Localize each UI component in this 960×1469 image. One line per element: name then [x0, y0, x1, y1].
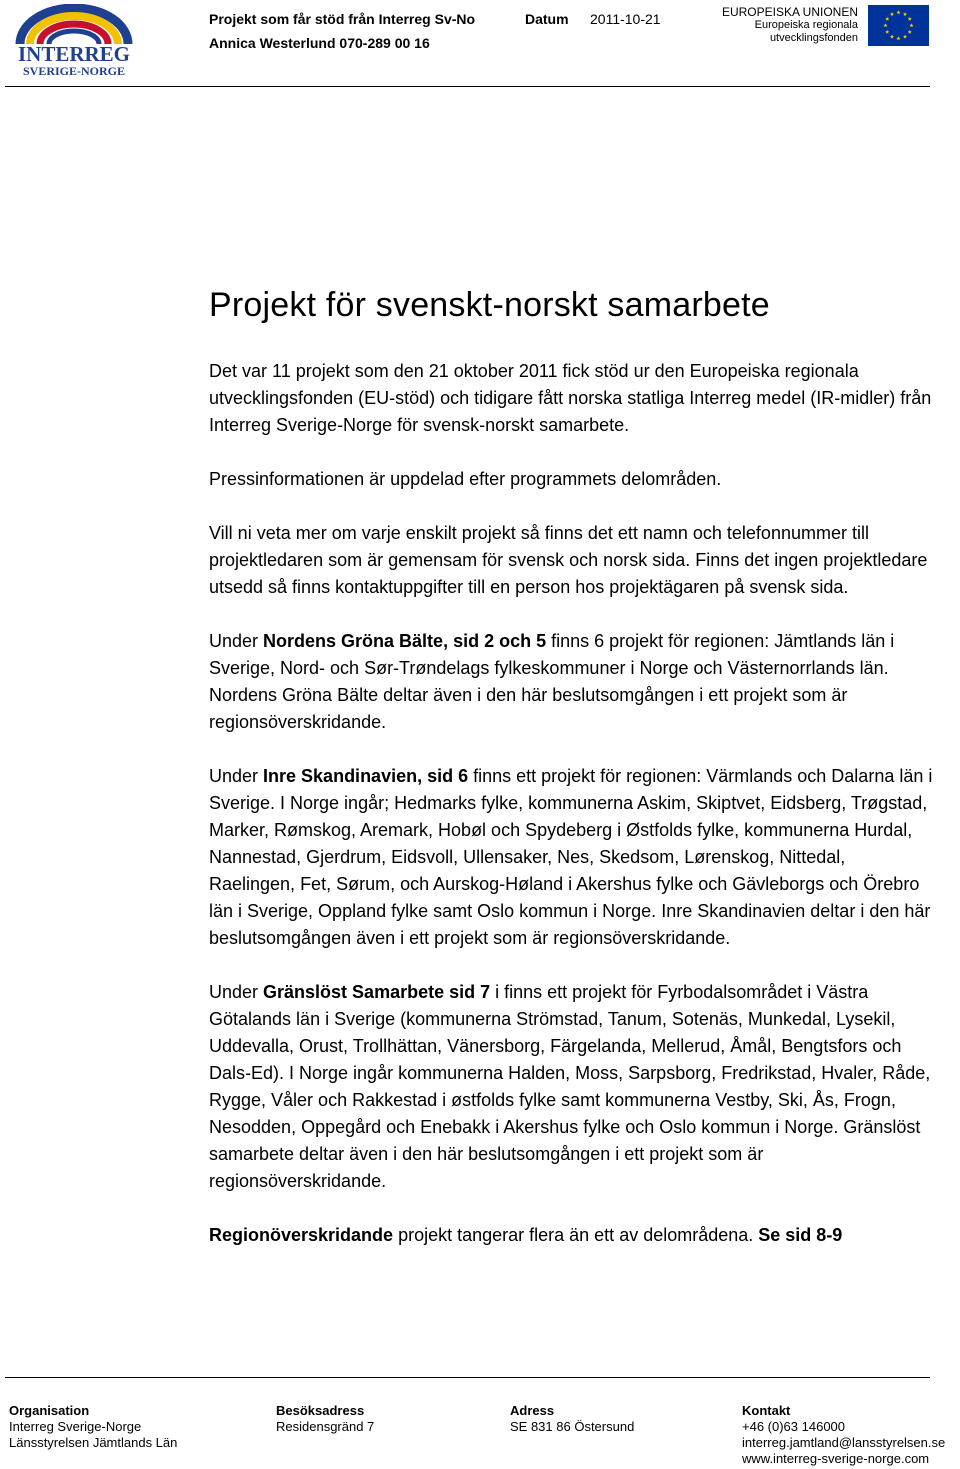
- eu-fund-text: [722, 6, 858, 45]
- footer-org-label: Organisation: [9, 1403, 90, 1418]
- footer-contact-phone: +46 (0)63 146000: [742, 1419, 846, 1434]
- eu-line-2: Europeiska regionala: [754, 19, 858, 31]
- p6-lead: Under: [209, 982, 264, 1002]
- header-divider: [5, 86, 930, 87]
- p7-mid: projekt tangerar flera än ett av delområdena.: [393, 1225, 759, 1245]
- p4-bold: Nordens Gröna Bälte, sid 2 och 5: [263, 631, 547, 651]
- logo-text-interreg: INTERREG: [17, 42, 131, 66]
- p7-bold: Regionöverskridande: [209, 1225, 394, 1245]
- p4-lead: Under: [209, 631, 264, 651]
- footer-divider: [5, 1377, 930, 1378]
- body-text: [209, 358, 934, 1276]
- footer-address-label: Adress: [510, 1403, 555, 1418]
- datum-label: Datum: [525, 11, 569, 27]
- page-title: Projekt för svenskt-norskt samarbete: [209, 286, 770, 324]
- footer-visit-label: Besöksadress: [276, 1403, 365, 1418]
- p5-lead: Under: [209, 766, 264, 786]
- p6-rest: i finns ett projekt för Fyrbodalsområdet i Västra Götalands län i Sverige (kommunerna Strömstad, Tanum, Sotenäs, Munkedal, Lysekil, Uddevalla, Orust, Trollhättan, Vänersborg, Färgelanda, Mellerud, Åmål, Bengtsfors och Dals-Ed). I Norge ingår kommunerna Halden, Moss, Sarpsborg, Fredrikstad, Hvaler, Råde, Rygge, Våler och Rakkestad i østfolds fylke samt kommunerna Vestby, Ski, Ås, Frogn, Nesodden, Oppegård och Enebakk i Akershus fylke och Oslo kommun i Norge. Gränslöst samarbete deltar även i den här beslutsomgången i ett projekt som är regionsöverskridande.: [209, 982, 931, 1191]
- paragraph-intro: Det var 11 projekt som den 21 oktober 2011 fick stöd ur den Europeiska regionala utvecklingsfonden (EU-stöd) och tidigare fått norska statliga Interreg medel (IR-midler) från Interreg Sverige-Norge för svensk-norskt samarbete.: [209, 361, 932, 435]
- footer-visit-address: [276, 1403, 374, 1435]
- p6-bold: Gränslöst Samarbete sid 7: [263, 982, 491, 1002]
- paragraph-contacts: Vill ni veta mer om varje enskilt projekt så finns det ett namn och telefonnummer till projektledaren som är gemensam för svensk och norsk sida. Finns det ingen projektledare utsedd så finns kontaktuppgifter till en person hos projektägaren på svensk sida.: [209, 523, 928, 597]
- footer-org-line-1: Interreg Sverige-Norge: [9, 1419, 142, 1434]
- footer-contact-web[interactable]: www.interreg-sverige-norge.com: [742, 1451, 930, 1466]
- paragraph-structure: Pressinformationen är uppdelad efter programmets delområden.: [209, 469, 722, 489]
- p5-bold: Inre Skandinavien, sid 6: [263, 766, 469, 786]
- p5-rest: finns ett projekt för regionen: Värmlands och Dalarna län i Sverige. I Norge ingår; Hedmarks fylke, kommunerna Askim, Skiptvet, Eidsberg, Trøgstad, Marker, Rømskog, Aremark, Hobøl och Spydeberg i Østfolds fylke, kommunerna Hurdal, Nannestad, Gjerdrum, Eidsvoll, Ullensaker, Nes, Skedsom, Lørenskog, Nittedal, Raelingen, Fet, Sørum, och Aurskog-Høland i Akershus fylke och Gävleborgs och Örebro län i Sverige, Oppland fylke samt Oslo kommun i Norge. Inre Skandinavien deltar i den här beslutsomgången även i ett projekt som är regionsöverskridande.: [209, 766, 933, 948]
- p4-rest: finns 6 projekt för regionen: Jämtlands län i Sverige, Nord- och Sør-Trøndelags fylkeskommuner i Norge och Västernorrlands län. Nordens Gröna Bälte deltar även i den här beslutsomgången i ett projekt som är regionsöverskridande.: [209, 631, 895, 732]
- footer-contact: [742, 1403, 945, 1467]
- eu-line-1: EUROPEISKA UNIONEN: [721, 5, 858, 19]
- footer-address-line-1: SE 831 86 Östersund: [510, 1419, 635, 1434]
- logo-text-sverige-norge: SVERIGE-NORGE: [22, 64, 126, 78]
- paragraph-nordens-grona-balte: [209, 628, 934, 736]
- eu-line-3: utvecklingsfonden: [769, 32, 858, 44]
- eu-flag-icon: [868, 5, 929, 46]
- interreg-logo: [10, 4, 138, 80]
- datum-value: 2011-10-21: [590, 11, 661, 27]
- p7-ref: Se sid 8-9: [758, 1225, 843, 1245]
- footer-address: [510, 1403, 634, 1435]
- footer-contact-email[interactable]: interreg.jamtland@lansstyrelsen.se: [742, 1435, 946, 1450]
- paragraph-granslost-samarbete: [209, 979, 934, 1195]
- footer-org-line-2: Länsstyrelsen Jämtlands Län: [9, 1435, 178, 1450]
- footer-organisation: [9, 1403, 177, 1451]
- footer-visit-line-1: Residensgränd 7: [276, 1419, 375, 1434]
- header-project-line: Projekt som får stöd från Interreg Sv-No: [209, 11, 476, 27]
- paragraph-inre-skandinavien: [209, 763, 934, 952]
- footer-contact-label: Kontakt: [742, 1403, 791, 1418]
- header-contact-line: Annica Westerlund 070-289 00 16: [209, 35, 430, 51]
- paragraph-regionoverskridande: [209, 1222, 934, 1249]
